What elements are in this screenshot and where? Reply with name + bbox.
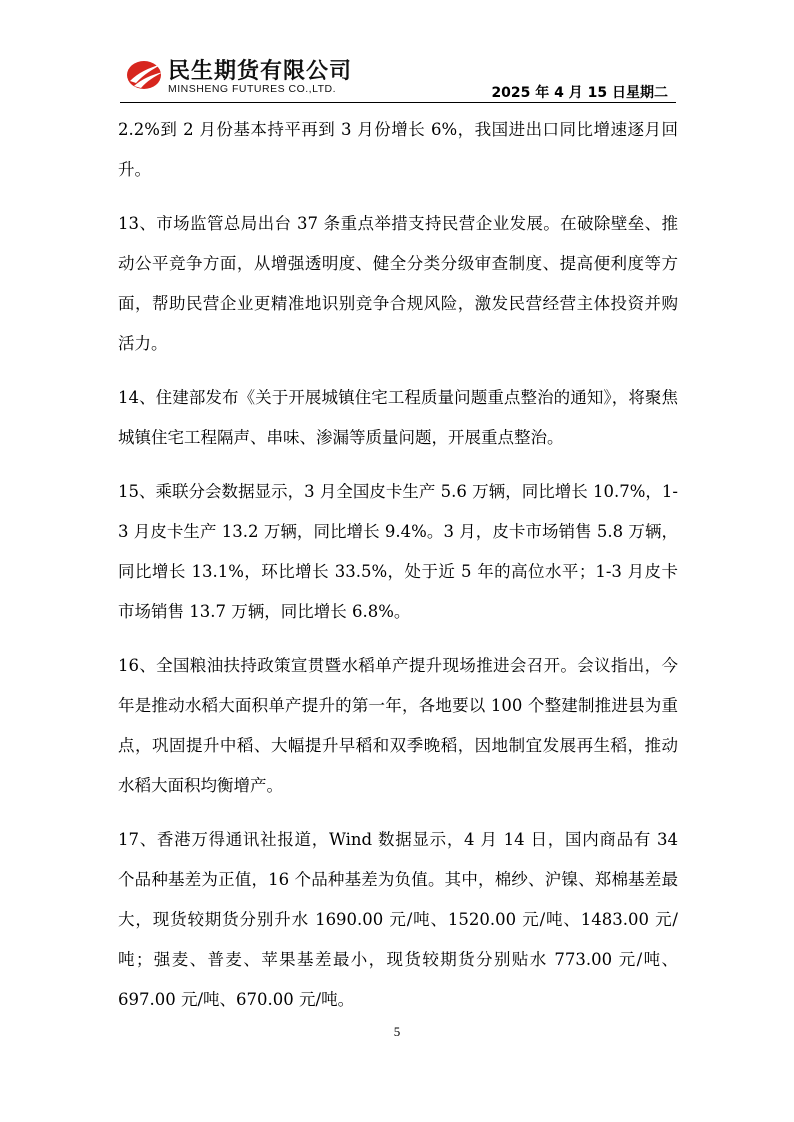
paragraph-item-17: 17、香港万得通讯社报道，Wind 数据显示，4 月 14 日，国内商品有 34 个品种基差为正值，16 个品种基差为负值。其中，棉纱、沪镍、郑棉基差最大，现货较期货分别升水 1690.00 元/吨、1520.00 元/吨、1483.00 元/吨；强麦、普麦、苹果基差最小，现货较期货分别贴水 773.00 元/吨、697.00 元/吨、670.00 元/吨。 bbox=[118, 830, 678, 1009]
page-header bbox=[120, 52, 676, 103]
paragraph-continuation: 2.2%到 2 月份基本持平再到 3 月份增长 6%，我国进出口同比增速逐月回升。 bbox=[118, 120, 678, 179]
minsheng-logo-icon bbox=[124, 56, 164, 92]
page-number: 5 bbox=[393, 1024, 401, 1039]
paragraph-item-13: 13、市场监管总局出台 37 条重点举措支持民营企业发展。在破除壁垒、推动公平竞争方面，从增强透明度、健全分类分级审查制度、提高便利度等方面，帮助民营企业更精准地识别竞争合规风险，激发民营经营主体投资并购活力。 bbox=[118, 214, 678, 353]
paragraph-item-15: 15、乘联分会数据显示，3 月全国皮卡生产 5.6 万辆，同比增长 10.7%，1-3 月皮卡生产 13.2 万辆，同比增长 9.4%。3 月，皮卡市场销售 5.8 万辆，同比增长 13.1%，环比增长 33.5%，处于近 5 年的高位水平；1-3 月皮卡市场销售 13.7 万辆，同比增长 6.8%。 bbox=[118, 482, 678, 621]
document-body bbox=[118, 110, 678, 1034]
logo-chinese-name: 民生期货有限公司 bbox=[168, 59, 353, 84]
paragraph-item-16: 16、全国粮油扶持政策宣贯暨水稻单产提升现场推进会召开。会议指出，今年是推动水稻大面积单产提升的第一年，各地要以 100 个整建制推进县为重点，巩固提升中稻、大幅提升早稻和双季晚稻，因地制宜发展再生稻，推动水稻大面积均衡增产。 bbox=[118, 656, 678, 795]
logo-english-name: MINSHENG FUTURES CO.,LTD. bbox=[168, 83, 337, 95]
paragraph-item-14: 14、住建部发布《关于开展城镇住宅工程质量问题重点整治的通知》，将聚焦城镇住宅工程隔声、串味、渗漏等质量问题，开展重点整治。 bbox=[118, 388, 678, 447]
report-date: 2025 年 4 月 15 日星期二 bbox=[491, 85, 668, 101]
company-logo bbox=[120, 52, 370, 100]
